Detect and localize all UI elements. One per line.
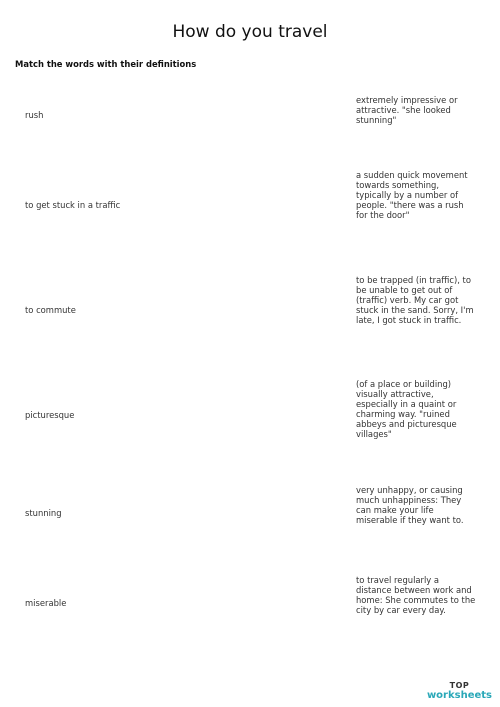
definition-item: to travel regularly a distance between work and home: She commutes to the city by car every day. [356,575,476,615]
word-item: stunning [25,508,62,518]
definition-item: to be trapped (in traffic), to be unable to get out of (traffic) verb. My car got stuck in the sand. Sorry, I'm late, I got stuck in traffic. [356,275,474,325]
definition-item: (of a place or building) visually attractive, especially in a quaint or charming way. "ruined abbeys and picturesque villages" [356,379,457,439]
word-item: picturesque [25,410,75,420]
word-item: to commute [25,305,76,315]
word-item: rush [25,110,44,120]
definition-item: extremely impressive or attractive. "she looked stunning" [356,95,458,125]
definition-item: very unhappy, or causing much unhappiness: They can make your life miserable if they want to. [356,485,464,525]
instruction-text: Match the words with their definitions [15,59,197,69]
word-item: miserable [25,598,67,608]
definition-item: a sudden quick movement towards something, typically by a number of people. "there was a rush for the door" [356,170,468,220]
page-title: How do you travel [172,22,328,42]
word-item: to get stuck in a traffic [25,200,121,210]
topworksheets-logo[interactable] [427,682,492,701]
logo-worksheets-text: worksheets [426,690,492,701]
logo-top-text: TOP [449,681,470,690]
